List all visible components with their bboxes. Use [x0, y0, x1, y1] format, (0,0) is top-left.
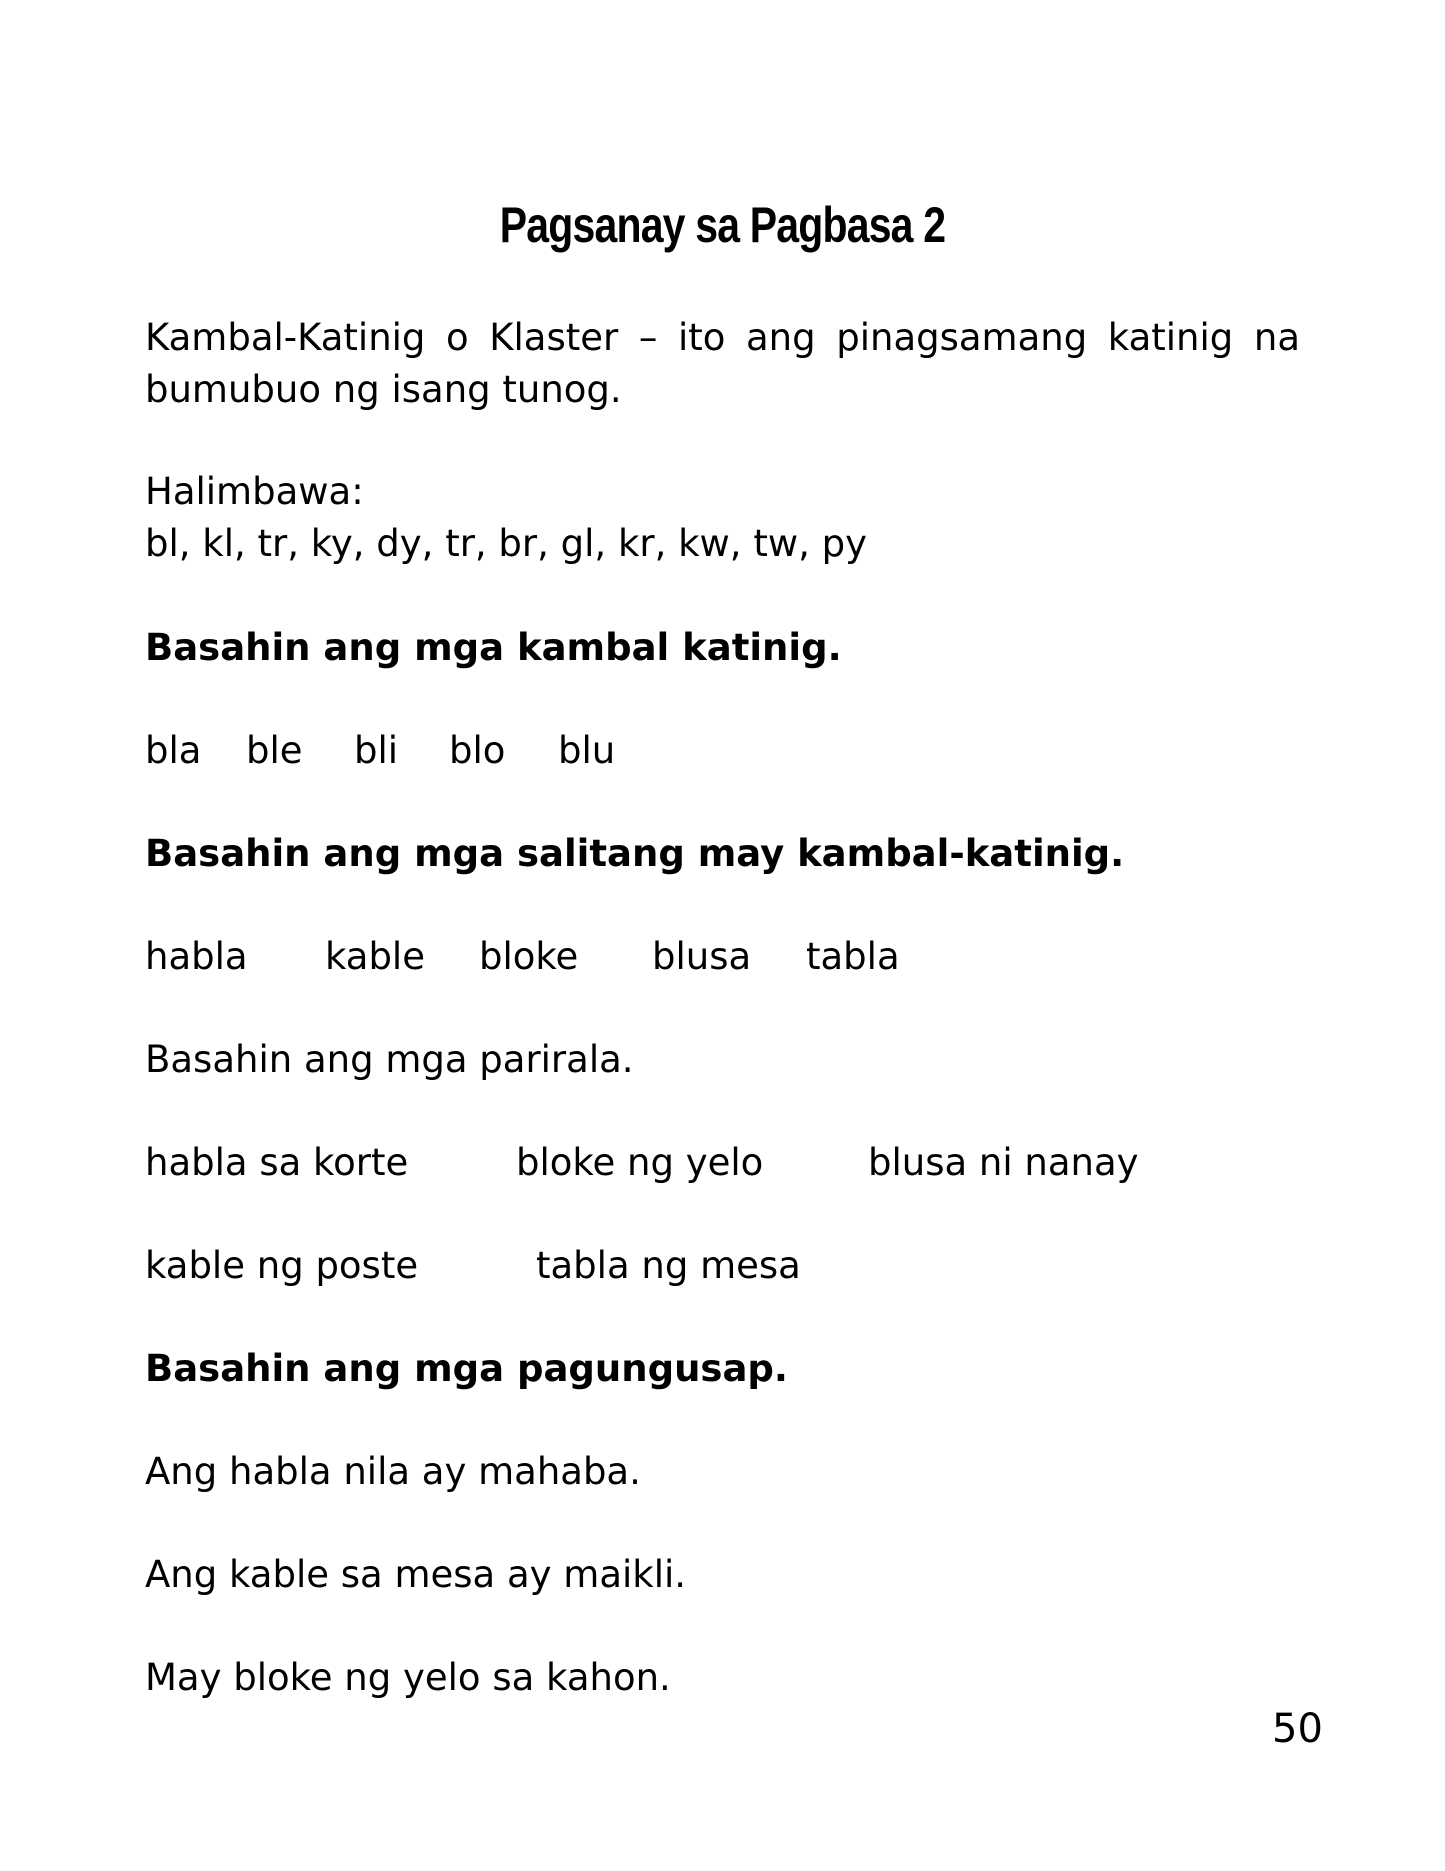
syllable-item: ble — [246, 729, 303, 772]
word-item: bloke — [479, 935, 579, 978]
phrase-item: tabla ng mesa — [536, 1244, 801, 1287]
word-item: tabla — [806, 935, 900, 978]
word-item: habla — [145, 935, 248, 978]
example-clusters: bl, kl, tr, ky, dy, tr, br, gl, kr, kw, tw, py — [145, 522, 867, 565]
word-item: blusa — [652, 935, 752, 978]
syllable-item: blo — [449, 729, 506, 772]
section-heading-words: Basahin ang mga salitang may kambal-katinig. — [145, 832, 1125, 875]
sentence-item: Ang habla nila ay mahaba. — [145, 1450, 641, 1493]
phrase-item: bloke ng yelo — [516, 1141, 764, 1184]
example-label: Halimbawa: — [145, 470, 364, 513]
page-number: 50 — [1272, 1706, 1323, 1752]
section-heading-syllables: Basahin ang mga kambal katinig. — [145, 626, 842, 669]
phrase-row-1 — [0, 1137, 1445, 1189]
phrase-item: blusa ni nanay — [868, 1141, 1139, 1184]
sentence-item: Ang kable sa mesa ay maikli. — [145, 1553, 687, 1596]
word-list — [0, 931, 1445, 983]
section-heading-phrases: Basahin ang mga parirala. — [145, 1038, 634, 1081]
phrase-item: habla sa korte — [145, 1141, 409, 1184]
sentence-item: May bloke ng yelo sa kahon. — [145, 1656, 671, 1699]
word-item: kable — [325, 935, 425, 978]
syllable-item: bla — [145, 729, 202, 772]
section-heading-sentences: Basahin ang mga pagungusap. — [145, 1347, 788, 1390]
page-title: Pagsanay sa Pagbasa 2 — [499, 197, 946, 253]
phrase-item: kable ng poste — [145, 1244, 419, 1287]
syllable-list — [0, 725, 1445, 777]
phrase-row-2 — [0, 1240, 1445, 1292]
syllable-item: bli — [354, 729, 399, 772]
definition-paragraph: Kambal-Katinig o Klaster – ito ang pinagsamang katinig na bumubuo ng isang tunog. — [145, 316, 1300, 411]
syllable-item: blu — [558, 729, 616, 772]
